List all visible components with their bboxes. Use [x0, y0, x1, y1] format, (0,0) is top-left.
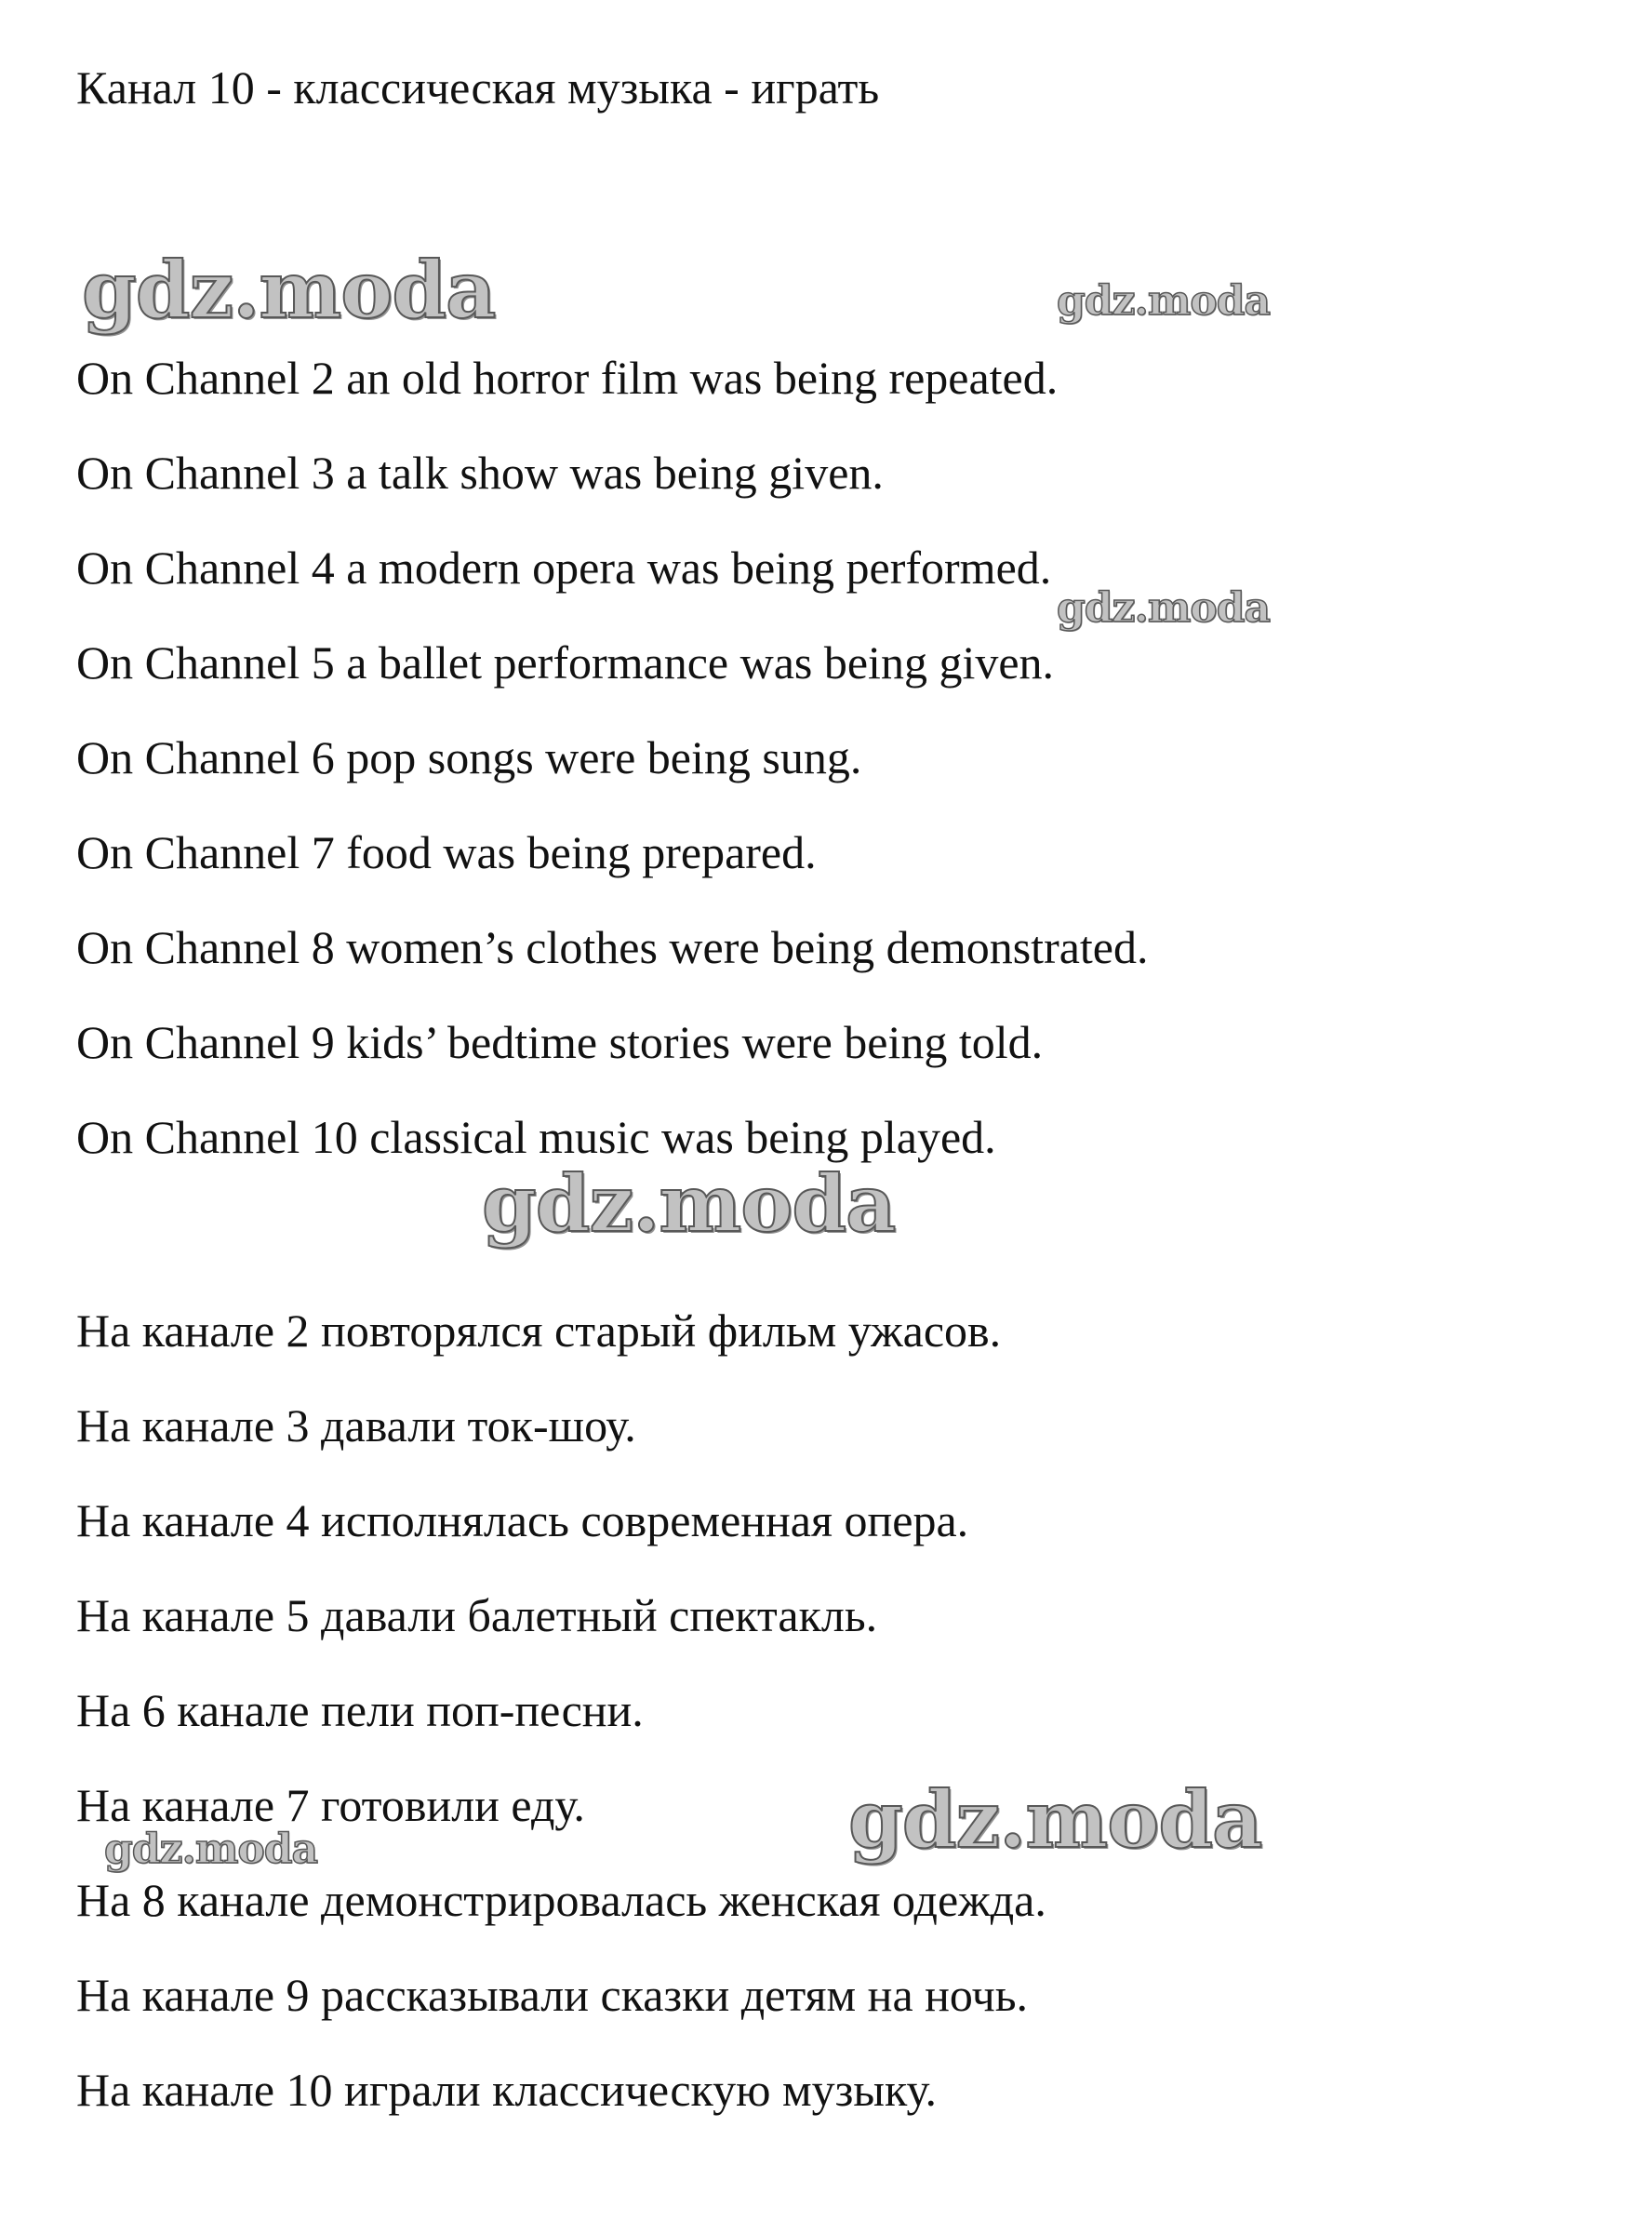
english-line: On Channel 3 a talk show was being given. [76, 447, 884, 499]
watermark-logo: gdz.moda [482, 1157, 896, 1250]
russian-line: На канале 7 готовили еду. [76, 1779, 585, 1831]
russian-line: На канале 4 исполнялась современная опера. [76, 1494, 969, 1546]
russian-line: На канале 2 повторялся старый фильм ужасов. [76, 1304, 1002, 1357]
english-line: On Channel 4 a modern opera was being performed. [76, 542, 1052, 594]
watermark-logo: gdz.moda [848, 1773, 1262, 1866]
english-line: On Channel 8 women’s clothes were being demonstrated. [76, 921, 1149, 973]
russian-line: На канале 3 давали ток-шоу. [76, 1399, 636, 1451]
english-line: On Channel 7 food was being prepared. [76, 826, 817, 878]
watermark-logo: gdz.moda [1057, 584, 1271, 632]
russian-line: На 8 канале демонстрировалась женская одежда. [76, 1874, 1046, 1926]
russian-line: На канале 5 давали балетный спектакль. [76, 1589, 878, 1641]
watermark-logo: gdz.moda [1057, 277, 1271, 325]
english-line: On Channel 9 kids’ bedtime stories were being told. [76, 1016, 1044, 1068]
watermark-logo: gdz.moda [82, 244, 496, 336]
russian-line: На канале 9 рассказывали сказки детям на ночь. [76, 1969, 1029, 2021]
english-line: On Channel 10 classical music was being played. [76, 1111, 996, 1163]
russian-line: На 6 канале пели поп-песни. [76, 1684, 644, 1736]
english-line: On Channel 5 a ballet performance was being given. [76, 636, 1055, 689]
russian-line: На канале 10 играли классическую музыку. [76, 2064, 938, 2116]
english-line: On Channel 2 an old horror film was being repeated. [76, 352, 1059, 404]
watermark-logo: gdz.moda [104, 1826, 318, 1873]
header-line: Канал 10 - классическая музыка - играть [76, 61, 880, 114]
english-line: On Channel 6 pop songs were being sung. [76, 731, 862, 783]
